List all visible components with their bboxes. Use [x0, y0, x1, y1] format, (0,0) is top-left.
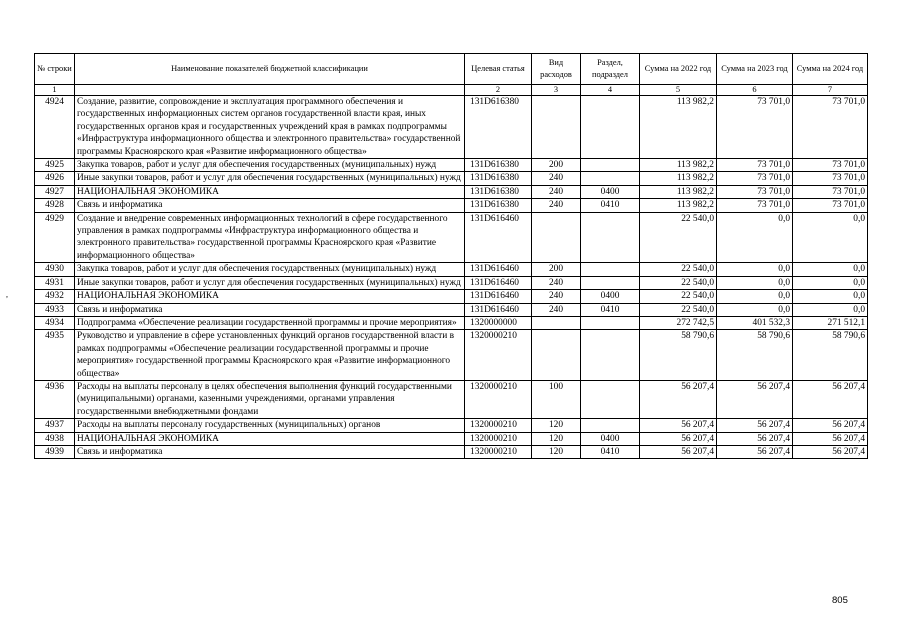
row-sum-2022: 113 982,2	[640, 199, 717, 212]
row-sum-2023: 58 790,6	[717, 330, 793, 381]
row-expense-type	[532, 330, 581, 381]
row-target: 131D616460	[465, 212, 532, 263]
row-section	[581, 96, 640, 159]
row-expense-type: 120	[532, 432, 581, 445]
row-name: Создание и внедрение современных информационных технологий в сфере государственного управления в рамках подпрограммы «Инфраструктура информационного общества и электронного правительства» государственной программы Красноярского края «Развитие информационного общества»	[75, 212, 465, 263]
row-sum-2024: 73 701,0	[793, 185, 868, 198]
header-sum-2024: Сумма на 2024 год	[793, 54, 868, 85]
header-sum-2022: Сумма на 2022 год	[640, 54, 717, 85]
row-number: 4931	[35, 276, 75, 289]
row-sum-2022: 56 207,4	[640, 432, 717, 445]
table-row	[35, 172, 868, 185]
row-target: 1320000000	[465, 316, 532, 329]
row-sum-2023: 0,0	[717, 212, 793, 263]
row-sum-2022: 113 982,2	[640, 185, 717, 198]
row-section: 0400	[581, 185, 640, 198]
row-expense-type: 240	[532, 199, 581, 212]
column-number-row	[35, 85, 868, 96]
row-expense-type	[532, 212, 581, 263]
row-sum-2023: 0,0	[717, 290, 793, 303]
budget-table	[34, 53, 868, 459]
table-body	[35, 96, 868, 459]
header-target: Целевая статья	[465, 54, 532, 85]
row-target: 1320000210	[465, 419, 532, 432]
row-expense-type: 100	[532, 380, 581, 418]
row-section	[581, 159, 640, 172]
table-row	[35, 303, 868, 316]
row-target: 1320000210	[465, 445, 532, 458]
row-sum-2024: 56 207,4	[793, 432, 868, 445]
row-section	[581, 172, 640, 185]
column-number: 4	[581, 85, 640, 96]
row-sum-2024: 73 701,0	[793, 159, 868, 172]
column-number: 5	[640, 85, 717, 96]
row-name: Иные закупки товаров, работ и услуг для обеспечения государственных (муниципальных) нужд	[75, 172, 465, 185]
table-row	[35, 263, 868, 276]
header-section: Раздел, подраздел	[581, 54, 640, 85]
row-sum-2022: 58 790,6	[640, 330, 717, 381]
header-row	[35, 54, 868, 85]
row-name: Закупка товаров, работ и услуг для обеспечения государственных (муниципальных) нужд	[75, 263, 465, 276]
row-expense-type: 200	[532, 263, 581, 276]
table-row	[35, 185, 868, 198]
row-name: Руководство и управление в сфере установленных функций органов государственной власти в рамках подпрограммы «Обеспечение реализации государственной программы и прочие мероприятия» государственной программы Красноярского края «Развитие информационного общества»	[75, 330, 465, 381]
row-sum-2023: 56 207,4	[717, 419, 793, 432]
row-name: Связь и информатика	[75, 199, 465, 212]
column-number: 1	[35, 85, 75, 96]
column-number	[75, 85, 465, 96]
row-section	[581, 212, 640, 263]
row-number: 4927	[35, 185, 75, 198]
row-sum-2023: 73 701,0	[717, 96, 793, 159]
row-number: 4935	[35, 330, 75, 381]
row-target: 131D616380	[465, 96, 532, 159]
row-name: Иные закупки товаров, работ и услуг для обеспечения государственных (муниципальных) нужд	[75, 276, 465, 289]
table-row	[35, 432, 868, 445]
row-sum-2023: 73 701,0	[717, 159, 793, 172]
table-row	[35, 199, 868, 212]
header-sum-2023: Сумма на 2023 год	[717, 54, 793, 85]
row-name: Закупка товаров, работ и услуг для обеспечения государственных (муниципальных) нужд	[75, 159, 465, 172]
row-number: 4938	[35, 432, 75, 445]
row-number: 4936	[35, 380, 75, 418]
row-target: 131D616380	[465, 199, 532, 212]
row-section: 0400	[581, 432, 640, 445]
row-name: Расходы на выплаты персоналу в целях обеспечения выполнения функций государственными (муниципальными) органами, казенными учреждениями, органами управления государственными внебюджетными фондами	[75, 380, 465, 418]
table-row	[35, 380, 868, 418]
row-number: 4937	[35, 419, 75, 432]
row-sum-2024: 0,0	[793, 303, 868, 316]
row-sum-2022: 113 982,2	[640, 172, 717, 185]
row-target: 131D616460	[465, 276, 532, 289]
row-target: 131D616380	[465, 185, 532, 198]
budget-table-page	[34, 53, 867, 459]
row-name: Связь и информатика	[75, 445, 465, 458]
row-target: 1320000210	[465, 380, 532, 418]
row-number: 4929	[35, 212, 75, 263]
row-target: 131D616380	[465, 172, 532, 185]
row-number: 4939	[35, 445, 75, 458]
row-number: 4928	[35, 199, 75, 212]
row-section	[581, 316, 640, 329]
row-name: Связь и информатика	[75, 303, 465, 316]
row-sum-2024: 0,0	[793, 263, 868, 276]
row-number: 4925	[35, 159, 75, 172]
table-row	[35, 96, 868, 159]
row-target: 131D616380	[465, 159, 532, 172]
table-row	[35, 445, 868, 458]
row-sum-2022: 22 540,0	[640, 276, 717, 289]
row-expense-type: 240	[532, 290, 581, 303]
header-row-no: № строки	[35, 54, 75, 85]
row-section	[581, 330, 640, 381]
table-row	[35, 316, 868, 329]
row-sum-2022: 22 540,0	[640, 290, 717, 303]
row-sum-2022: 22 540,0	[640, 212, 717, 263]
table-row	[35, 330, 868, 381]
header-name: Наименование показателей бюджетной классификации	[75, 54, 465, 85]
row-name: Подпрограмма «Обеспечение реализации государственной программы и прочие мероприятия»	[75, 316, 465, 329]
row-sum-2023: 56 207,4	[717, 432, 793, 445]
row-sum-2024: 0,0	[793, 212, 868, 263]
row-sum-2024: 73 701,0	[793, 199, 868, 212]
row-sum-2022: 56 207,4	[640, 445, 717, 458]
header-type: Вид расходов	[532, 54, 581, 85]
row-sum-2024: 56 207,4	[793, 380, 868, 418]
column-number: 7	[793, 85, 868, 96]
table-row	[35, 290, 868, 303]
row-target: 1320000210	[465, 330, 532, 381]
column-number: 3	[532, 85, 581, 96]
row-sum-2023: 0,0	[717, 276, 793, 289]
row-section: 0410	[581, 445, 640, 458]
row-target: 1320000210	[465, 432, 532, 445]
row-sum-2022: 113 982,2	[640, 159, 717, 172]
row-sum-2024: 0,0	[793, 276, 868, 289]
row-sum-2024: 56 207,4	[793, 445, 868, 458]
row-sum-2023: 0,0	[717, 303, 793, 316]
row-expense-type	[532, 316, 581, 329]
row-sum-2024: 0,0	[793, 290, 868, 303]
row-number: 4933	[35, 303, 75, 316]
column-number: 6	[717, 85, 793, 96]
table-row	[35, 276, 868, 289]
row-number: 4930	[35, 263, 75, 276]
page-number: 805	[832, 595, 848, 606]
row-sum-2023: 0,0	[717, 263, 793, 276]
table-row	[35, 212, 868, 263]
row-sum-2024: 58 790,6	[793, 330, 868, 381]
row-sum-2022: 22 540,0	[640, 263, 717, 276]
row-sum-2023: 73 701,0	[717, 172, 793, 185]
row-name: НАЦИОНАЛЬНАЯ ЭКОНОМИКА	[75, 290, 465, 303]
row-section: 0400	[581, 290, 640, 303]
table-row	[35, 159, 868, 172]
margin-mark: ,	[6, 290, 8, 299]
column-number: 2	[465, 85, 532, 96]
row-section	[581, 380, 640, 418]
row-section: 0410	[581, 199, 640, 212]
row-expense-type: 240	[532, 303, 581, 316]
row-expense-type: 240	[532, 276, 581, 289]
row-expense-type: 120	[532, 445, 581, 458]
row-sum-2024: 73 701,0	[793, 96, 868, 159]
row-target: 131D616460	[465, 290, 532, 303]
row-target: 131D616460	[465, 303, 532, 316]
row-sum-2024: 73 701,0	[793, 172, 868, 185]
row-sum-2024: 56 207,4	[793, 419, 868, 432]
row-sum-2022: 22 540,0	[640, 303, 717, 316]
row-number: 4926	[35, 172, 75, 185]
row-name: Расходы на выплаты персоналу государственных (муниципальных) органов	[75, 419, 465, 432]
row-sum-2023: 73 701,0	[717, 185, 793, 198]
row-target: 131D616460	[465, 263, 532, 276]
row-sum-2023: 73 701,0	[717, 199, 793, 212]
row-sum-2022: 113 982,2	[640, 96, 717, 159]
row-name: НАЦИОНАЛЬНАЯ ЭКОНОМИКА	[75, 185, 465, 198]
row-sum-2023: 401 532,3	[717, 316, 793, 329]
row-expense-type	[532, 96, 581, 159]
row-name: Создание, развитие, сопровождение и эксплуатация программного обеспечения и государственных информационных систем органов государственной власти края, иных государственных органов края и государственных учреждений края в рамках подпрограммы «Инфраструктура информационного общества и электронного правительства» государственной программы Красноярского края «Развитие информационного общества»	[75, 96, 465, 159]
row-section	[581, 276, 640, 289]
row-section: 0410	[581, 303, 640, 316]
row-section	[581, 419, 640, 432]
row-expense-type: 240	[532, 172, 581, 185]
row-expense-type: 200	[532, 159, 581, 172]
row-number: 4924	[35, 96, 75, 159]
table-row	[35, 419, 868, 432]
row-expense-type: 240	[532, 185, 581, 198]
row-sum-2023: 56 207,4	[717, 445, 793, 458]
row-sum-2022: 56 207,4	[640, 380, 717, 418]
row-number: 4932	[35, 290, 75, 303]
row-sum-2022: 56 207,4	[640, 419, 717, 432]
row-section	[581, 263, 640, 276]
row-expense-type: 120	[532, 419, 581, 432]
row-sum-2022: 272 742,5	[640, 316, 717, 329]
row-name: НАЦИОНАЛЬНАЯ ЭКОНОМИКА	[75, 432, 465, 445]
row-sum-2024: 271 512,1	[793, 316, 868, 329]
row-sum-2023: 56 207,4	[717, 380, 793, 418]
row-number: 4934	[35, 316, 75, 329]
